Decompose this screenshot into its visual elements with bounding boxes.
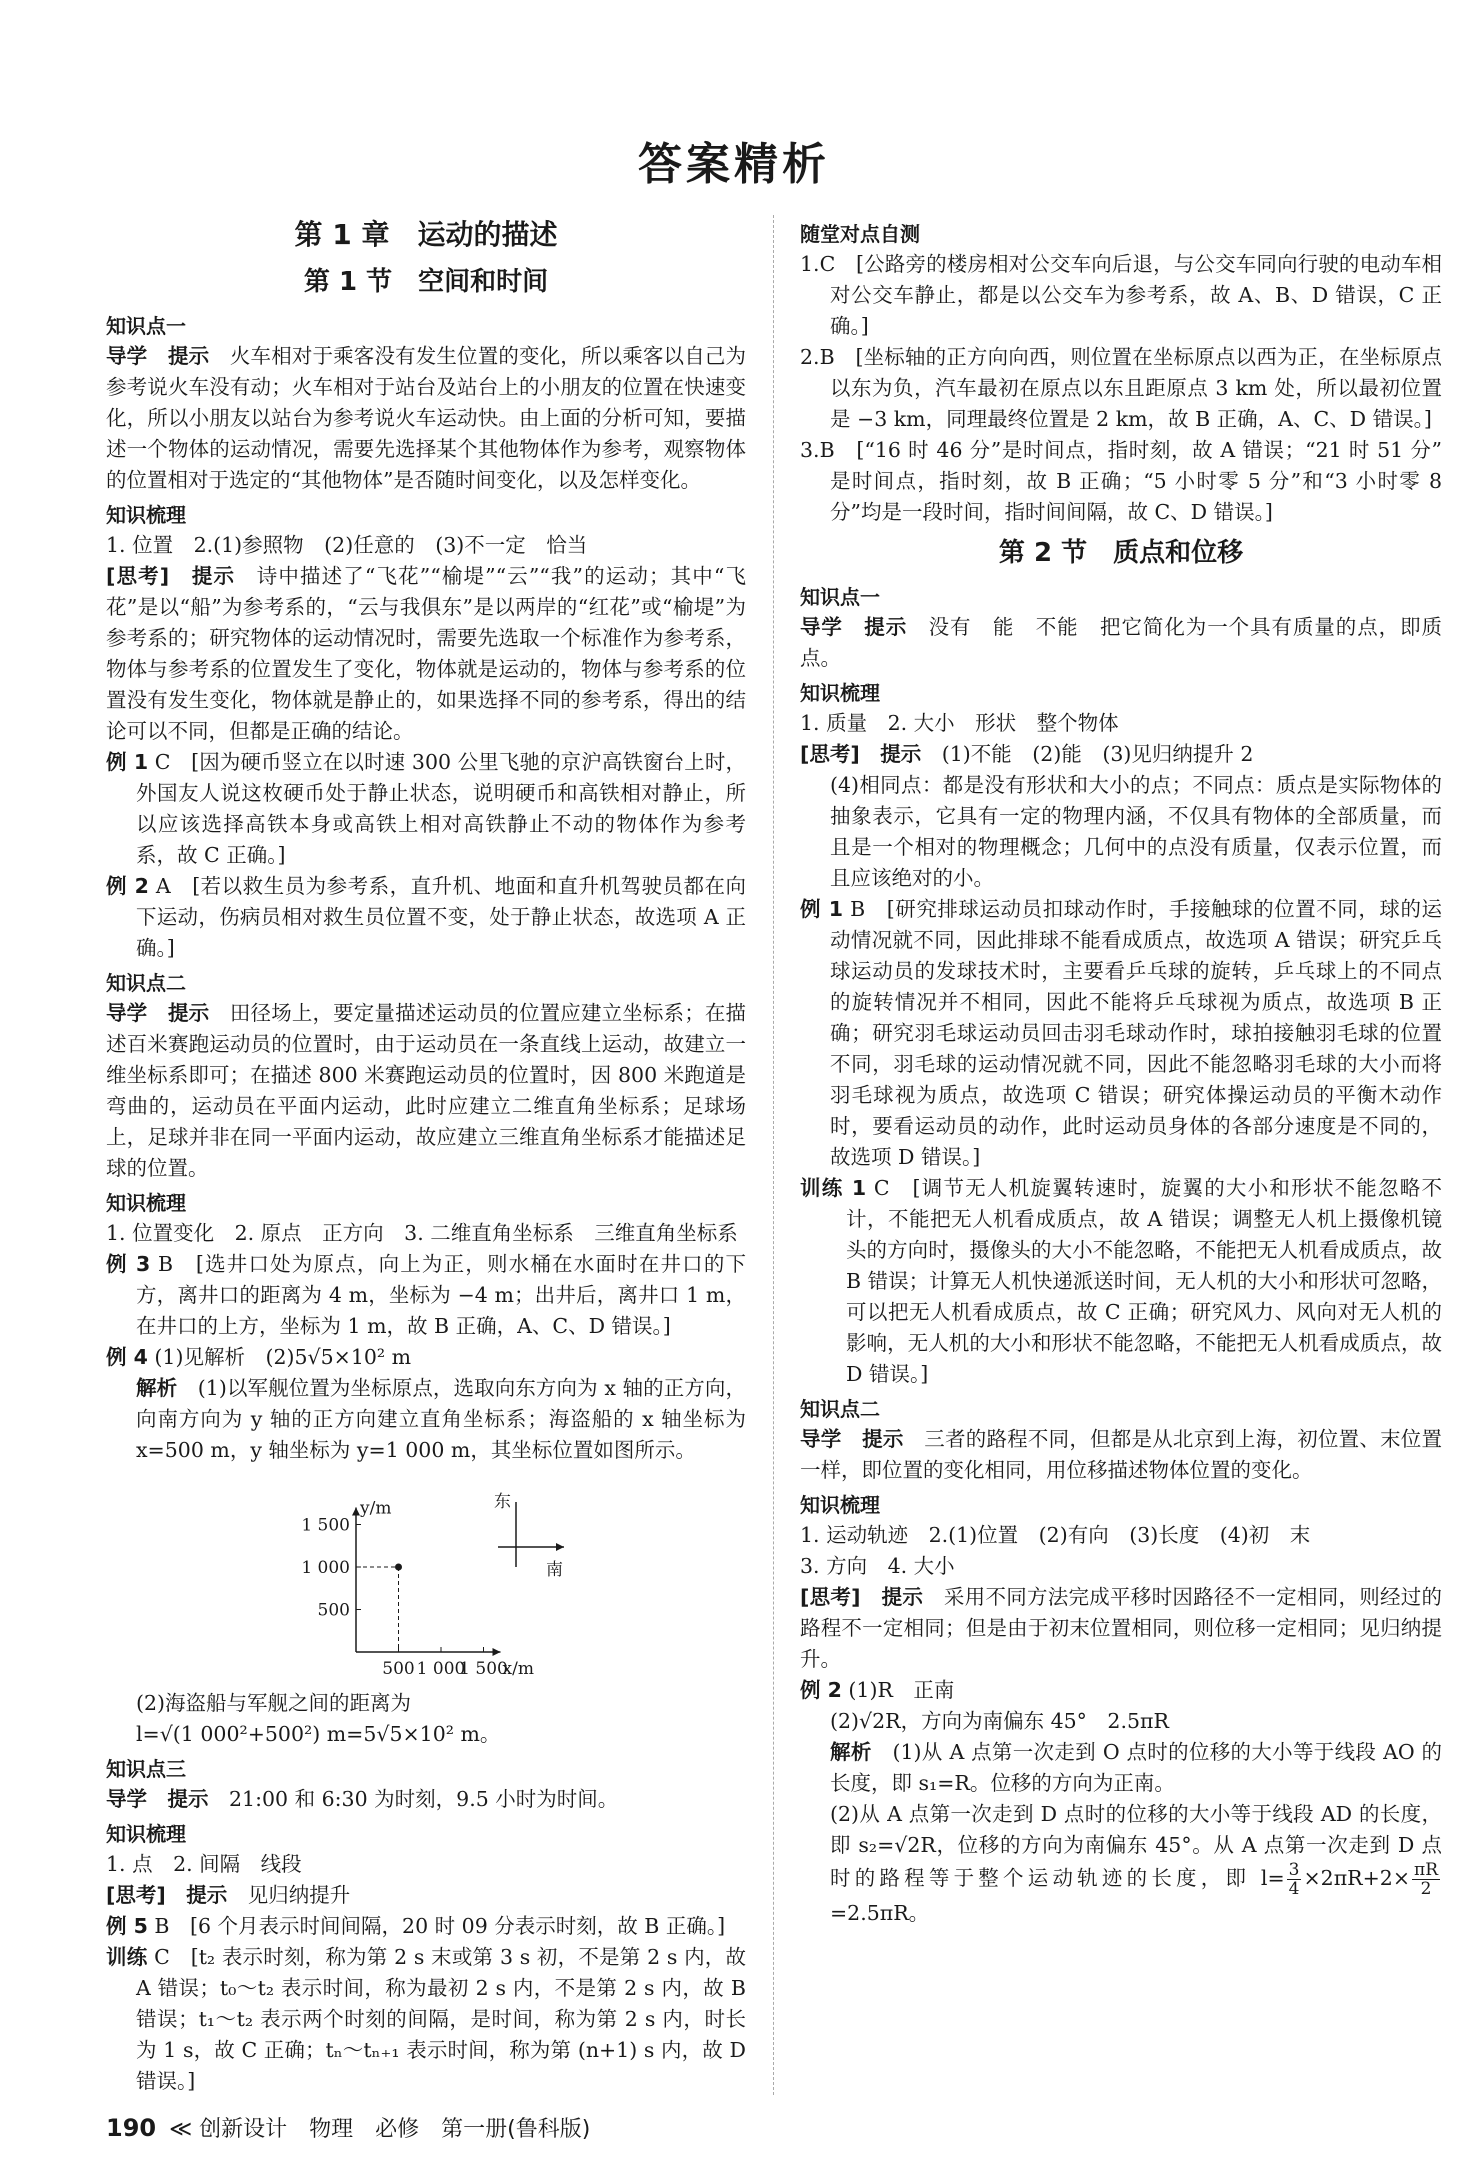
y-axis-label: y/m — [360, 1498, 392, 1519]
example-2-part-2: (2)√2R，方向为南偏东 45° 2.5πR — [830, 1709, 1169, 1733]
example-text: A [若以救生员为参考系，直升机、地面和直升机驾驶员都在向下运动，伤病员相对救生员位置不变，处于静止状态，故选项 A 正确。] — [136, 874, 746, 960]
guide-paragraph — [106, 1784, 746, 1815]
example-tag: 例 1 — [800, 897, 843, 921]
knowledge-sort-heading: 知识梳理 — [800, 1493, 880, 1517]
example-1 — [106, 747, 746, 871]
y-axis-arrow — [352, 1508, 360, 1516]
chapter-title: 第 1 章 运动的描述 — [294, 218, 558, 251]
analysis-text: (1)以军舰位置为坐标原点，选取向东方向为 x 轴的正方向，向南方向为 y 轴的正方向建立直角坐标系；海盗船的 x 轴坐标为 x=500 m，y 轴坐标为 y=1 000 m，其坐标位置如图所示。 — [136, 1376, 746, 1462]
think-tip: 提示 — [881, 1585, 924, 1609]
fraction-denominator: 4 — [1288, 1879, 1300, 1899]
analysis-text: (1)从 A 点第一次走到 O 点时的位移的大小等于线段 AO 的长度，即 s₁=R。位移的方向为正南。 — [830, 1740, 1443, 1795]
page-title: 答案精析 — [638, 139, 830, 190]
x-tick-label: 1 000 — [416, 1659, 466, 1679]
example-2 — [106, 871, 746, 964]
knowledge-point-heading: 知识点二 — [106, 971, 186, 995]
example-4 — [106, 1342, 746, 1373]
page-number: 190 — [106, 2114, 157, 2142]
guide-tag: 导学 提示 — [800, 615, 908, 639]
example-3 — [106, 1249, 746, 1342]
compass-east-label: 东 — [494, 1492, 511, 1512]
training — [106, 1942, 746, 2097]
example-tag: 例 3 — [106, 1252, 151, 1276]
example-tag: 例 2 — [106, 874, 149, 898]
right-column — [800, 215, 1442, 1929]
knowledge-point-heading: 知识点一 — [800, 585, 880, 609]
guide-paragraph — [800, 1424, 1442, 1486]
example-tag: 例 1 — [106, 750, 149, 774]
quiz-heading: 随堂对点自测 — [800, 222, 920, 246]
page-footer — [106, 2112, 590, 2143]
think-paragraph — [800, 739, 1442, 770]
think-tag: [思考] — [106, 564, 170, 588]
analysis-paragraph-2 — [800, 1799, 1442, 1929]
knowledge-sort-text: 1. 运动轨迹 2.(1)位置 (2)有向 (3)长度 (4)初 末 — [800, 1523, 1311, 1547]
think-text: 诗中描述了“飞花”“榆堤”“云”“我”的运动；其中“飞花”是以“船”为参考系的，“云与我俱东”是以两岸的“红花”或“榆堤”为参考系的；研究物体的运动情况时，需要先选取一个标准作为参考系，物体与参考系的位置发生了变化，物体就是运动的，物体与参考系的位置没有发生变化，物体就是静止的，如果选择不同的参考系，得出的结论可以不同，但都是正确的结论。 — [106, 564, 747, 743]
training-1 — [800, 1173, 1442, 1390]
analysis-tag: 解析 — [136, 1376, 178, 1400]
example-text: B [选井口处为原点，向上为正，则水桶在水面时在井口的下方，离井口的距离为 4 m，坐标为 −4 m；出井后，离井口 1 m，在井口的上方，坐标为 1 m，故 B 正确，A、C、D 错误。] — [136, 1252, 747, 1338]
guide-text: 没有 能 不能 把它简化为一个具有质量的点，即质点。 — [800, 615, 1442, 670]
analysis-part-2: (2)海盗船与军舰之间的距离为 — [136, 1691, 412, 1715]
pirate-ship-point — [395, 1564, 402, 1571]
training-tag: 训练 — [106, 1945, 148, 1969]
think-text: 见归纳提升 — [227, 1883, 351, 1907]
y-tick-label: 500 — [317, 1600, 350, 1621]
think-paragraph — [106, 1880, 746, 1911]
example-text: C [因为硬币竖立在以时速 300 公里飞驰的京沪高铁窗台上时，外国友人说这枚硬币处于静止状态，说明硬币和高铁相对静止，所以应该选择高铁本身或高铁上相对高铁静止不动的物体作为参考系，故 C 正确。] — [136, 750, 747, 867]
knowledge-sort-heading: 知识梳理 — [106, 1191, 186, 1215]
guide-paragraph — [800, 612, 1442, 674]
knowledge-sort-text: 1. 位置 2.(1)参照物 (2)任意的 (3)不一定 恰当 — [106, 533, 588, 557]
example-text: B [6 个月表示时间间隔，20 时 09 分表示时刻，故 B 正确。] — [147, 1914, 726, 1938]
think-paragraph — [106, 561, 746, 747]
think-text: (1)不能 (2)能 (3)见归纳提升 2 — [921, 742, 1254, 766]
formula-end: =2.5πR。 — [830, 1901, 930, 1925]
x-tick-label: 500 — [382, 1659, 415, 1679]
x-axis-arrow — [493, 1648, 501, 1656]
quiz-number: 2. — [800, 345, 820, 369]
fraction-numerator: 3 — [1288, 1860, 1300, 1880]
analysis-tag: 解析 — [830, 1740, 872, 1764]
think-tip: 提示 — [186, 1883, 228, 1907]
guide-tag: 导学 提示 — [106, 344, 210, 368]
guide-text: 21:00 和 6:30 为时刻，9.5 小时为时间。 — [208, 1787, 619, 1811]
quiz-number: 3. — [800, 438, 820, 462]
guide-tag: 导学 提示 — [800, 1427, 904, 1451]
quiz-text: C [公路旁的楼房相对公交车向后退，与公交车同向行驶的电动车相对公交车静止，都是以公交车为参考系，故 A、B、D 错误，C 正确。] — [819, 252, 1442, 338]
think-tag: [思考] — [800, 1585, 861, 1609]
y-tick-label: 1 500 — [301, 1515, 350, 1536]
quiz-text: B [坐标轴的正方向向西，则位置在坐标原点以西为正，在坐标原点以东为负，汽车最初在原点以东且距原点 3 km 处，所以最初位置是 −3 km，同理最终位置是 2 km，故 B 正确，A、C、D 错误。] — [819, 345, 1442, 431]
knowledge-point-heading: 知识点一 — [106, 314, 186, 338]
think-tip: 提示 — [880, 742, 922, 766]
formula-middle: ×2πR+2× — [1303, 1866, 1411, 1890]
think-tag: [思考] — [800, 742, 860, 766]
guide-paragraph — [106, 341, 746, 496]
knowledge-sort-text: 1. 质量 2. 大小 形状 整个物体 — [800, 711, 1119, 735]
x-tick-label: 1 500 — [459, 1659, 508, 1679]
example-tag: 例 2 — [800, 1678, 842, 1702]
example-5 — [106, 1911, 746, 1942]
analysis-paragraph — [800, 1737, 1442, 1799]
analysis-paragraph — [106, 1373, 746, 1466]
guide-paragraph — [106, 998, 746, 1184]
quiz-item-3 — [800, 435, 1442, 528]
knowledge-sort-text: 1. 位置变化 2. 原点 正方向 3. 二维直角坐标系 三维直角坐标系 — [106, 1221, 738, 1245]
section-title: 第 2 节 质点和位移 — [998, 538, 1244, 568]
fraction-numerator: πR — [1414, 1860, 1438, 1880]
quiz-item-1 — [800, 249, 1442, 342]
guide-text: 三者的路程不同，但都是从北京到上海，初位置、末位置一样，即位置的变化相同，用位移描述物体位置的变化。 — [800, 1427, 1443, 1482]
knowledge-sort-heading: 知识梳理 — [106, 503, 186, 527]
column-divider — [773, 215, 774, 2095]
coordinate-figure — [106, 1472, 746, 1682]
knowledge-point-heading: 知识点二 — [800, 1397, 880, 1421]
example-2 — [800, 1675, 1442, 1706]
knowledge-sort-text-2: 3. 方向 4. 大小 — [800, 1554, 955, 1578]
fraction-denominator: 2 — [1420, 1879, 1432, 1899]
guide-tag: 导学 提示 — [106, 1001, 210, 1025]
think-tag: [思考] — [106, 1883, 166, 1907]
quiz-number: 1. — [800, 252, 820, 276]
fraction-pi-r-half — [1412, 1861, 1440, 1898]
knowledge-sort-heading: 知识梳理 — [800, 681, 880, 705]
training-tag: 训练 1 — [800, 1176, 867, 1200]
compass-south-label: 南 — [546, 1560, 563, 1580]
training-text: C [调节无人机旋翼转速时，旋翼的大小和形状不能忽略不计，不能把无人机看成质点，故 A 错误；调整无人机上摄像机镜头的方向时，摄像头的大小不能忽略，不能把无人机看成质点，故 B 错误；计算无人机快递派送时间，无人机的大小和形状可忽略，可以把无人机看成质点，故 C 正确；研究风力、风向对无人机的影响，无人机的大小和形状不能忽略，不能把无人机看成质点，故 D 错误。] — [846, 1176, 1442, 1386]
guide-text: 火车相对于乘客没有发生位置的变化，所以乘客以自己为参考说火车没有动；火车相对于站台及站台上的小朋友的位置在快速变化，所以小朋友以站台为参考说火车运动快。由上面的分析可知，要描述一个物体的运动情况，需要先选择某个其他物体作为参考，观察物体的位置相对于选定的“其他物体”是否随时间变化，以及怎样变化。 — [106, 344, 746, 492]
fraction-three-quarters — [1287, 1861, 1302, 1898]
training-text: C [t₂ 表示时刻，称为第 2 s 末或第 3 s 初，不是第 2 s 内，故 A 错误；t₀～t₂ 表示时间，称为最初 2 s 内，不是第 2 s 内，故 B 错误；t₁～t₂ 表示两个时刻的间隔，是时间，称为第 2 s 内，时长为 1 s，故 C 正确；tₙ～tₙ₊₁ 表示时间，称为第 (n+1) s 内，故 D 错误。] — [136, 1945, 747, 2093]
y-tick-label: 1 000 — [301, 1558, 350, 1578]
x-axis-label: x/m — [502, 1659, 534, 1679]
think-text: 采用不同方法完成平移时因路径不一定相同，则经过的路程不一定相同；但是由于初末位置相同，则位移一定相同；见归纳提升。 — [800, 1585, 1443, 1671]
example-tag: 例 4 — [106, 1345, 148, 1369]
section-title: 第 1 节 空间和时间 — [303, 267, 549, 297]
book-title: ≪ 创新设计 物理 必修 第一册(鲁科版) — [169, 2117, 591, 2142]
example-tag: 例 5 — [106, 1914, 148, 1938]
think-tip: 提示 — [191, 564, 236, 588]
think-paragraph-continued: (4)相同点：都是没有形状和大小的点；不同点：质点是实际物体的抽象表示，它具有一定的物理内涵，不仅具有物体的全部质量，而且是一个相对的物理概念；几何中的点没有质量，仅表示位置，而且应该绝对的小。 — [830, 773, 1442, 890]
guide-tag: 导学 提示 — [106, 1787, 209, 1811]
compass-east-arrow — [556, 1543, 564, 1551]
analysis-text: (2)从 A 点第一次走到 D 点时的位移的大小等于线段 AD 的长度，即 s₂=√2R，位移的方向为南偏东 45°。从 A 点第一次走到 D 点时的路程等于整个运动轨迹的长度，即 l= — [830, 1802, 1442, 1890]
think-paragraph — [800, 1582, 1442, 1675]
quiz-item-2 — [800, 342, 1442, 435]
example-1 — [800, 894, 1442, 1173]
example-text: (1)见解析 (2)5√5×10² m — [147, 1345, 412, 1369]
distance-formula: l=√(1 000²+500²) m=5√5×10² m。 — [136, 1722, 501, 1746]
quiz-text: B [“16 时 46 分”是时间点，指时刻，故 A 错误；“21 时 51 分” 是时间点，指时刻，故 B 正确；“5 小时零 5 分”和“3 小时零 8 分”均是一段时间，指时间间隔，故 C、D 错误。] — [819, 438, 1442, 524]
knowledge-sort-text: 1. 点 2. 间隔 线段 — [106, 1852, 302, 1876]
left-column — [106, 215, 746, 2097]
example-text: (1)R 正南 — [841, 1678, 955, 1702]
knowledge-sort-heading: 知识梳理 — [106, 1822, 186, 1846]
guide-text: 田径场上，要定量描述运动员的位置应建立坐标系；在描述百米赛跑运动员的位置时，由于运动员在一条直线上运动，故建立一维坐标系即可；在描述 800 米赛跑运动员的位置时，因 800 米跑道是弯曲的，运动员在平面内运动，此时应建立二维直角坐标系；足球场上，足球并非在同一平面内运动，故应建立三维直角坐标系才能描述足球的位置。 — [106, 1001, 746, 1180]
example-text: B [研究排球运动员扣球动作时，手接触球的位置不同，球的运动情况就不同，因此排球不能看成质点，故选项 A 错误；研究乒乓球运动员的发球技术时，主要看乒乓球的旋转，乒乓球上的不同点的旋转情况并不相同，因此不能将乒乓球视为质点，故选项 B 正确；研究羽毛球运动员回击羽毛球动作时，球拍接触羽毛球的位置不同，羽毛球的运动情况就不同，因此不能忽略羽毛球的大小而将羽毛球视为质点，故选项 C 错误；研究体操运动员的平衡木动作时，要看运动员的动作，此时运动员身体的各部分速度是不同的，故选项 D 错误。] — [830, 897, 1442, 1169]
knowledge-point-heading: 知识点三 — [106, 1757, 186, 1781]
coordinate-chart — [106, 1472, 746, 1682]
